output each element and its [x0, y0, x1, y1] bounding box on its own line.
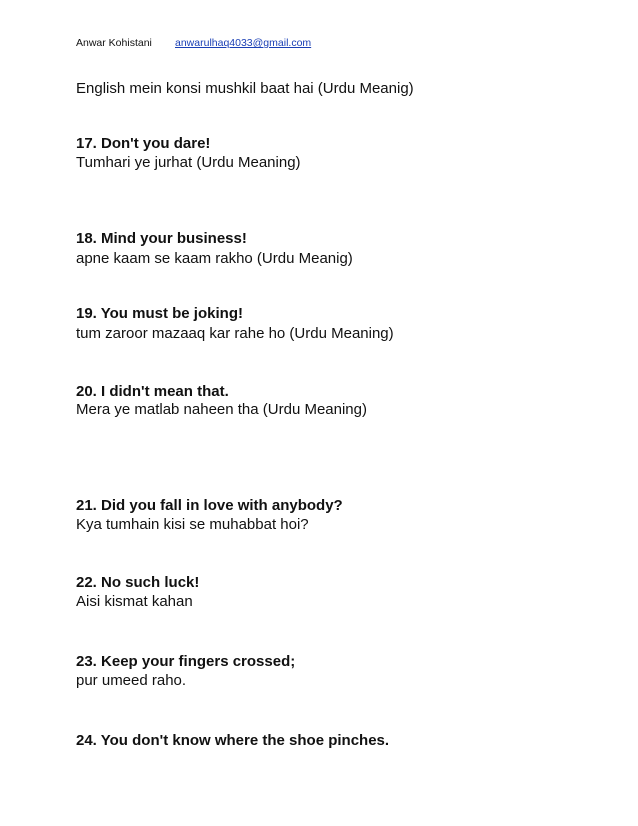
intro-text: English mein konsi mushkil baat hai (Urdu Meanig)	[76, 80, 414, 97]
phrase-17: 17. Don't you dare!	[76, 135, 211, 152]
meaning-22: Aisi kismat kahan	[76, 593, 193, 610]
meaning-18: apne kaam se kaam rakho (Urdu Meanig)	[76, 250, 353, 267]
phrase-21: 21. Did you fall in love with anybody?	[76, 497, 343, 514]
meaning-21: Kya tumhain kisi se muhabbat hoi?	[76, 516, 309, 533]
phrase-19: 19. You must be joking!	[76, 305, 243, 322]
author-name: Anwar Kohistani	[76, 37, 152, 49]
meaning-23: pur umeed raho.	[76, 672, 187, 689]
phrase-20: 20. I didn't mean that.	[76, 383, 229, 400]
phrase-22: 22. No such luck!	[76, 574, 200, 591]
meaning-17: Tumhari ye jurhat (Urdu Meaning)	[76, 154, 301, 171]
phrase-18: 18. Mind your business!	[76, 230, 247, 247]
page-header	[76, 37, 311, 49]
meaning-19: tum zaroor mazaaq kar rahe ho (Urdu Meaning)	[76, 325, 394, 342]
phrase-24: 24. You don't know where the shoe pinches.	[76, 732, 390, 749]
phrase-23: 23. Keep your fingers crossed;	[76, 653, 296, 670]
email-link[interactable]: anwarulhaq4033@gmail.com	[175, 37, 312, 49]
meaning-20: Mera ye matlab naheen tha (Urdu Meaning)	[76, 401, 367, 418]
